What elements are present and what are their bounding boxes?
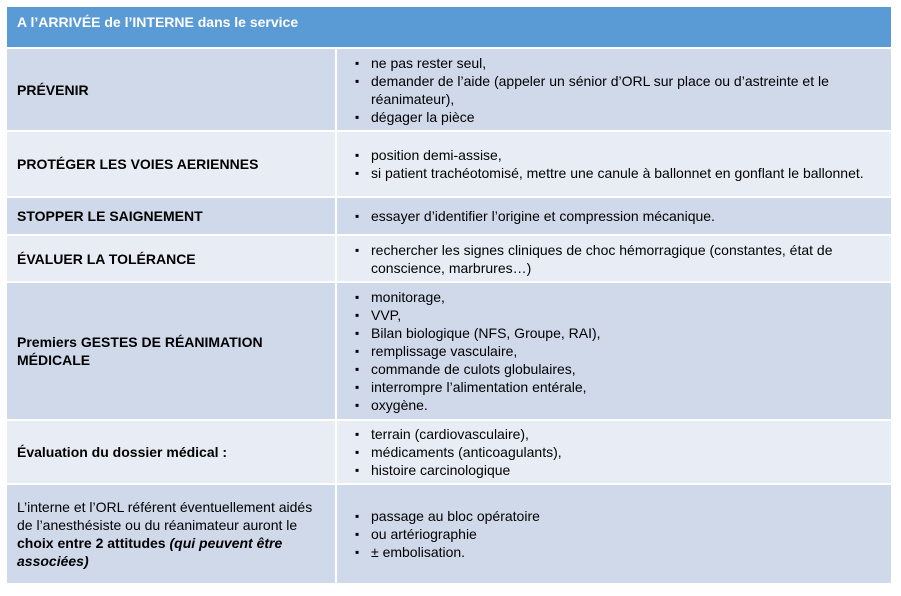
bullet-list [355,54,883,126]
list-item: ▪ commande de culots globulaires, [355,360,883,378]
label-text: L’interne et l’ORL référent éventuellement aidés de l’anesthésiste ou du réanimateur auront le [17,499,313,533]
bullet-list [355,241,883,277]
list-item: ▪ interrompre l’alimentation entérale, [355,378,883,396]
list-item: ▪ histoire carcinologique [355,461,883,479]
list-item: ▪ monitorage, [355,288,883,306]
list-item: ▪ position demi-assise, [355,146,883,164]
bullet-list [355,425,883,479]
row-label: Évaluation du dossier médical : [6,420,336,484]
bullet-list [355,288,883,414]
row-label: ÉVALUER LA TOLÉRANCE [6,235,336,282]
table-row [6,282,892,420]
table-row [6,484,892,584]
row-items [336,484,892,584]
list-item: ▪ remplissage vasculaire, [355,342,883,360]
list-item: ▪ ne pas rester seul, [355,54,883,72]
table-row [6,197,892,235]
table-row [6,48,892,131]
bullet-list [355,146,883,182]
row-items [336,282,892,420]
list-item: ▪ passage au bloc opératoire [355,507,883,525]
row-items [336,131,892,197]
row-label: PROTÉGER LES VOIES AERIENNES [6,131,336,197]
list-item: ▪ VVP, [355,306,883,324]
list-item: ▪ médicaments (anticoagulants), [355,443,883,461]
list-item: ▪ si patient trachéotomisé, mettre une canule à ballonnet en gonflant le ballonnet. [355,164,883,182]
bullet-list [355,207,883,225]
list-item: ▪ dégager la pièce [355,108,883,126]
row-label: Premiers GESTES DE RÉANIMATION MÉDICALE [6,282,336,420]
row-label: STOPPER LE SAIGNEMENT [6,197,336,235]
list-item: ▪ oxygène. [355,396,883,414]
table-header-row [6,6,892,48]
table-row [6,235,892,282]
row-items [336,197,892,235]
protocol-table [5,5,893,585]
list-item: ▪ essayer d’identifier l’origine et compression mécanique. [355,207,883,225]
list-item: ▪ terrain (cardiovasculaire), [355,425,883,443]
list-item: ▪ demander de l’aide (appeler un sénior d’ORL sur place ou d’astreinte et le réanimateur), [355,72,883,108]
list-item: ▪ rechercher les signes cliniques de choc hémorragique (constantes, état de conscience, marbrures…) [355,241,883,277]
label-emphasis: choix entre 2 attitudes [17,535,166,551]
list-item: ▪ ou artériographie [355,525,883,543]
table-row [6,131,892,197]
list-item: ▪ Bilan biologique (NFS, Groupe, RAI), [355,324,883,342]
list-item: ▪ ± embolisation. [355,543,883,561]
row-items [336,48,892,131]
table-title: A l’ARRIVÉE de l’INTERNE dans le service [6,6,892,48]
row-label: PRÉVENIR [6,48,336,131]
row-items [336,235,892,282]
row-items [336,420,892,484]
table-row [6,420,892,484]
bullet-list [355,507,883,561]
row-label [6,484,336,584]
label-note: (qui peuvent être associées) [17,535,283,569]
